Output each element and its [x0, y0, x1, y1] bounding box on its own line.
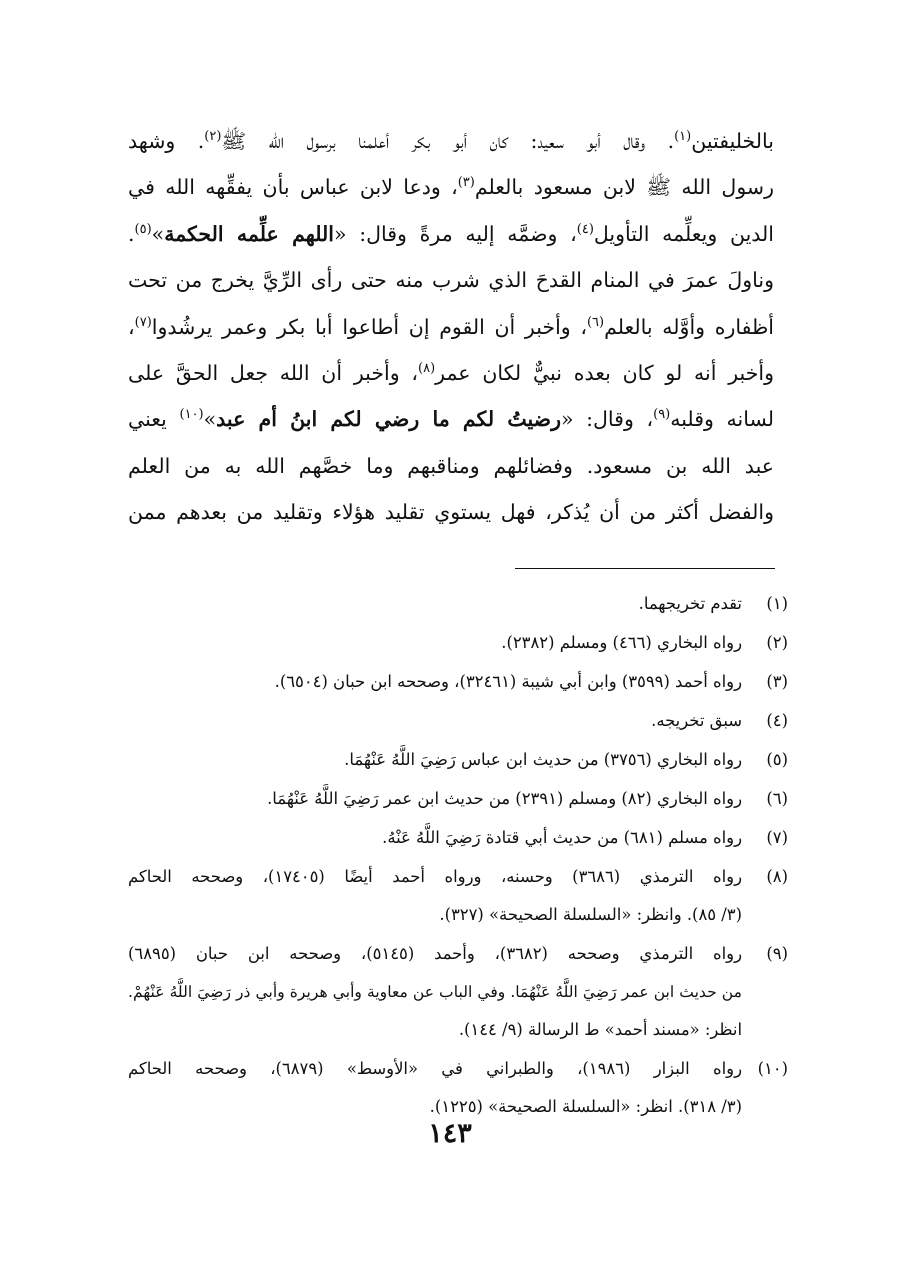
- footnote-text: رواه البخاري (٤٦٦) ومسلم (٢٣٨٢).: [501, 633, 742, 652]
- text-run: ، وقال: «: [560, 407, 654, 432]
- footnote: [128, 662, 788, 701]
- text-line: [128, 164, 774, 210]
- text-run: ، وضمَّه إليه مرةً وقال: «: [333, 221, 577, 246]
- text-run: . وقال أبو سعيد: كان أبو بكر أعلمنا برسول الله ﷺ: [221, 129, 675, 153]
- page-number: ١٤٣: [428, 1118, 472, 1149]
- footnote-text: رواه الترمذي (٣٦٨٦) وحسنه، ورواه أحمد أيضًا (١٧٤٠٥)، وصححه الحاكم: [128, 867, 742, 886]
- footnote-number: (٦): [766, 789, 788, 808]
- text-run: أظفاره وأوَّله بالعلم: [604, 314, 774, 339]
- text-run: »: [203, 407, 217, 432]
- footnote-text: رواه البخاري (٣٧٥٦) من حديث ابن عباس رَضِيَ اللَّهُ عَنْهُمَا.: [344, 750, 742, 769]
- footnote-ref: (٦): [586, 314, 605, 330]
- text-line: [128, 257, 774, 303]
- footnote-number: (٤): [766, 711, 788, 730]
- text-line: [128, 304, 774, 350]
- footnote-number: (٧): [766, 828, 788, 847]
- footnote: [128, 818, 788, 857]
- text-run: بالخليفتين: [691, 129, 774, 153]
- footnote-ref: (٨): [418, 361, 436, 377]
- footnote-text: (٣/ ٨٥). وانظر: «السلسلة الصحيحة» (٣٢٧).: [439, 905, 742, 924]
- footnote: [128, 1049, 788, 1126]
- text-line: [128, 211, 774, 257]
- text-line: [128, 396, 774, 442]
- text-line: [128, 118, 774, 164]
- footnote-text: انظر: «مسند أحمد» ط الرسالة (٩/ ١٤٤).: [458, 1020, 742, 1039]
- text-run: ، وأخبر أن الله جعل الحقَّ على: [128, 360, 418, 385]
- footnote-ref: (٣): [457, 175, 475, 191]
- text-run: ، وأخبر أن القوم إن أطاعوا أبا بكر وعمر يرشُدوا: [151, 314, 587, 339]
- text-run: ،: [128, 314, 135, 339]
- text-run: رسول الله ﷺ لابن مسعود بالعلم: [474, 175, 774, 200]
- footnote-text: رواه البخاري (٨٢) ومسلم (٢٣٩١) من حديث ابن عمر رَضِيَ اللَّهُ عَنْهُمَا.: [267, 789, 742, 808]
- footnote-number: (٩): [766, 944, 788, 963]
- text-run: وأخبر أنه لو كان بعده نبيٌّ لكان عمر: [435, 360, 774, 385]
- text-run: الدين ويعلِّمه التأويل: [593, 221, 774, 246]
- footnote-ref: (٤): [576, 221, 594, 237]
- footnote-number: (٥): [766, 750, 788, 769]
- footnote: [128, 857, 788, 934]
- text-run: »: [151, 221, 165, 246]
- footnote-ref: (٢): [204, 129, 222, 145]
- footnote-text: سبق تخريجه.: [651, 711, 742, 730]
- footnote-text: رواه البزار (١٩٨٦)، والطبراني في «الأوسط» (٦٨٧٩)، وصححه الحاكم: [128, 1059, 742, 1078]
- quoted-hadith: اللهم علِّمه الحكمة: [164, 221, 334, 246]
- quoted-hadith: رضيتُ لكم ما رضي لكم ابنُ أم عبد: [216, 407, 561, 432]
- footnote-separator: [515, 568, 775, 569]
- footnote: [128, 934, 788, 1049]
- footnote-number: (٣): [766, 672, 788, 691]
- text-run: ، ودعا لابن عباس بأن يفقِّهه الله في: [128, 175, 458, 200]
- footnote-number: (٢): [766, 633, 788, 652]
- text-run: يعني: [128, 407, 180, 432]
- text-line: [128, 350, 774, 396]
- footnote-ref: (١٠): [179, 407, 204, 423]
- text-run: وناولَ عمرَ في المنام القدحَ الذي شرب منه حتى رأى الرِّيَّ يخرج من تحت: [128, 268, 774, 293]
- footnote-text: رواه الترمذي وصححه (٣٦٨٢)، وأحمد (٥١٤٥)، وصححه ابن حبان (٦٨٩٥): [128, 944, 743, 963]
- text-line: [128, 443, 774, 489]
- footnote: [128, 740, 788, 779]
- footnote-ref: (٩): [653, 407, 671, 423]
- footnote-ref: (٧): [134, 314, 152, 330]
- footnote-ref: (١): [674, 129, 692, 145]
- footnote: [128, 584, 788, 623]
- footnote-number: (١): [766, 594, 788, 613]
- text-run: . وشهد: [128, 129, 205, 153]
- text-line: [128, 489, 774, 535]
- footnote-number: (٨): [766, 867, 788, 886]
- main-text: [128, 118, 774, 536]
- footnote-ref: (٥): [134, 221, 152, 237]
- footnote-number: (١٠): [757, 1059, 788, 1078]
- footnote-text: رواه مسلم (٦٨١) من حديث أبي قتادة رَضِيَ اللَّهُ عَنْهُ.: [382, 828, 742, 847]
- footnote-text: من حديث ابن عمر رَضِيَ اللَّهُ عَنْهُمَا. وفي الباب عن معاوية وأبي هريرة وأبي ذر رَضِيَ اللَّهُ عَنْهُمْ.: [128, 983, 742, 1001]
- footnote: [128, 779, 788, 818]
- footnote: [128, 701, 788, 740]
- footnote-text: تقدم تخريجهما.: [638, 594, 742, 613]
- text-run: عبد الله بن مسعود. وفضائلهم ومناقبهم وما خصَّهم الله به من العلم: [128, 453, 774, 478]
- footnote: [128, 623, 788, 662]
- footnote-text: (٣/ ٣١٨). انظر: «السلسلة الصحيحة» (١٢٢٥).: [429, 1097, 742, 1116]
- footnote-text: رواه أحمد (٣٥٩٩) وابن أبي شيبة (٣٢٤٦١)، وصححه ابن حبان (٦٥٠٤).: [274, 672, 742, 691]
- text-run: لسانه وقلبه: [670, 407, 774, 432]
- footnotes: [128, 584, 788, 1126]
- text-run: .: [128, 221, 135, 246]
- text-run: والفضل أكثر من أن يُذكر، فهل يستوي تقليد هؤلاء وتقليد من بعدهم ممن: [128, 500, 774, 525]
